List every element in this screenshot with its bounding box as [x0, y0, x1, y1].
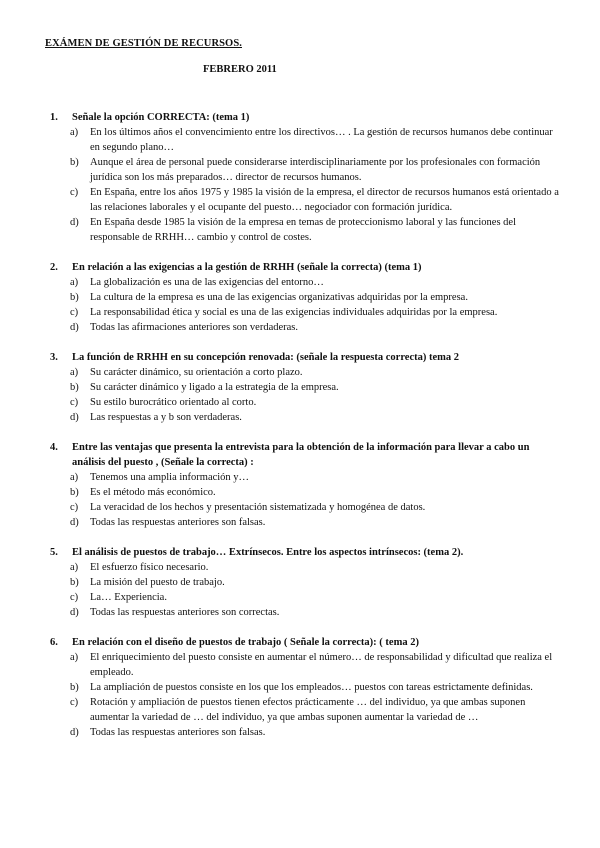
- option-letter: d): [70, 517, 79, 528]
- option-letter: c): [70, 592, 79, 603]
- answer-option: [50, 500, 560, 515]
- question-header: [50, 350, 560, 365]
- answer-option: [50, 485, 560, 500]
- option-text: Tenemos una amplia información y…: [90, 472, 250, 483]
- answer-option: [50, 590, 560, 605]
- option-text: La cultura de la empresa es una de las exigencias organizativas adquiridas por la empresa.: [90, 292, 468, 303]
- answer-option: [50, 275, 560, 290]
- question-1: [50, 110, 560, 245]
- option-letter: c): [70, 307, 79, 318]
- option-text: La responsabilidad ética y social es una de las exigencias individuales adquiridas por la empresa.: [90, 307, 498, 318]
- question-number: 3.: [50, 352, 58, 363]
- answer-option: [50, 380, 560, 395]
- question-header: [50, 260, 560, 275]
- option-text: Su carácter dinámico, su orientación a corto plazo.: [90, 367, 303, 378]
- question-number: 2.: [50, 262, 58, 273]
- option-text: Las respuestas a y b son verdaderas.: [90, 412, 242, 423]
- option-text: El enriquecimiento del puesto consiste en aumentar el número… de responsabilidad y dificultad que realiza el empleado.: [90, 652, 553, 678]
- option-text: En España desde 1985 la visión de la empresa en temas de proteccionismo laboral y las funciones del responsable de RRHH… cambio y control de costes.: [90, 217, 516, 243]
- answer-option: [50, 185, 560, 215]
- option-letter: b): [70, 577, 79, 588]
- option-letter: a): [70, 367, 79, 378]
- question-4: [50, 440, 560, 530]
- option-text: Todas las afirmaciones anteriores son verdaderas.: [90, 322, 299, 333]
- answer-option: [50, 650, 560, 680]
- option-letter: c): [70, 502, 79, 513]
- option-text: La veracidad de los hechos y presentación sistematizada y homogénea de datos.: [90, 502, 426, 513]
- document-title: EXÁMEN DE GESTIÓN DE RECURSOS.: [45, 38, 242, 49]
- option-text: En los últimos años el convencimiento entre los directivos… . La gestión de recursos humanos debe continuar en segundo plano…: [90, 127, 553, 153]
- option-text: Todas las respuestas anteriores son correctas.: [90, 607, 280, 618]
- option-text: Rotación y ampliación de puestos tienen efectos prácticamente … del individuo, ya que ambas suponen aumentar la variedad de … del individuo, ya que ambas suponen aumentar la variedad de …: [90, 697, 526, 723]
- answer-option: [50, 395, 560, 410]
- option-letter: a): [70, 277, 79, 288]
- option-text: La… Experiencia.: [90, 592, 167, 603]
- answer-option: [50, 155, 560, 185]
- question-number: 5.: [50, 547, 58, 558]
- option-letter: c): [70, 697, 79, 708]
- option-letter: b): [70, 487, 79, 498]
- option-text: Su estilo burocrático orientado al corto.: [90, 397, 257, 408]
- question-number: 1.: [50, 112, 58, 123]
- answer-option: [50, 695, 560, 725]
- answer-option: [50, 125, 560, 155]
- answer-option: [50, 470, 560, 485]
- option-letter: c): [70, 397, 79, 408]
- document-date: FEBRERO 2011: [203, 64, 277, 75]
- answer-option: [50, 320, 560, 335]
- option-text: Todas las respuestas anteriores son falsas.: [90, 727, 266, 738]
- option-letter: a): [70, 472, 79, 483]
- question-5: [50, 545, 560, 620]
- question-header: [50, 440, 560, 470]
- option-letter: b): [70, 292, 79, 303]
- answer-option: [50, 680, 560, 695]
- option-letter: b): [70, 382, 79, 393]
- answer-option: [50, 725, 560, 740]
- question-text: Señale la opción CORRECTA: (tema 1): [72, 112, 250, 123]
- question-2: [50, 260, 560, 335]
- answer-option: [50, 290, 560, 305]
- answer-option: [50, 365, 560, 380]
- question-text: Entre las ventajas que presenta la entrevista para la obtención de la información para llevar a cabo un análisis del puesto , (Señale la correcta) :: [72, 442, 530, 468]
- option-text: La ampliación de puestos consiste en los que los empleados… puestos con tareas estrictamente definidas.: [90, 682, 533, 693]
- option-text: La globalización es una de las exigencias del entorno…: [90, 277, 324, 288]
- question-3: [50, 350, 560, 425]
- question-header: [50, 635, 560, 650]
- option-letter: d): [70, 412, 79, 423]
- answer-option: [50, 305, 560, 320]
- answer-option: [50, 575, 560, 590]
- answer-option: [50, 560, 560, 575]
- option-letter: b): [70, 157, 79, 168]
- question-number: 4.: [50, 442, 58, 453]
- question-text: El análisis de puestos de trabajo… Extrínsecos. Entre los aspectos intrínsecos: (tema 2).: [72, 547, 464, 558]
- question-list: [50, 110, 560, 740]
- question-header: [50, 110, 560, 125]
- option-text: Todas las respuestas anteriores son falsas.: [90, 517, 266, 528]
- option-text: En España, entre los años 1975 y 1985 la visión de la empresa, el director de recursos humanos está orientado a las relaciones laborales y el ocupante del puesto… negociador con formación jurídica.: [90, 187, 559, 213]
- option-letter: d): [70, 322, 79, 333]
- option-text: Es el método más económico.: [90, 487, 216, 498]
- option-letter: d): [70, 727, 79, 738]
- question-text: En relación a las exigencias a la gestión de RRHH (señale la correcta) (tema 1): [72, 262, 422, 273]
- option-letter: a): [70, 652, 79, 663]
- answer-option: [50, 215, 560, 245]
- option-letter: d): [70, 607, 79, 618]
- question-6: [50, 635, 560, 740]
- option-letter: d): [70, 217, 79, 228]
- option-text: Su carácter dinámico y ligado a la estrategia de la empresa.: [90, 382, 339, 393]
- answer-option: [50, 410, 560, 425]
- option-text: El esfuerzo físico necesario.: [90, 562, 209, 573]
- question-text: La función de RRHH en su concepción renovada: (señale la respuesta correcta) tema 2: [72, 352, 460, 363]
- option-letter: a): [70, 562, 79, 573]
- answer-option: [50, 605, 560, 620]
- option-text: La misión del puesto de trabajo.: [90, 577, 225, 588]
- option-text: Aunque el área de personal puede considerarse interdisciplinariamente por los profesionales con formación jurídica son los más preparados… director de recursos humanos.: [90, 157, 541, 183]
- answer-option: [50, 515, 560, 530]
- option-letter: a): [70, 127, 79, 138]
- option-letter: c): [70, 187, 79, 198]
- question-header: [50, 545, 560, 560]
- option-letter: b): [70, 682, 79, 693]
- question-number: 6.: [50, 637, 58, 648]
- question-text: En relación con el diseño de puestos de trabajo ( Señale la correcta): ( tema 2): [72, 637, 419, 648]
